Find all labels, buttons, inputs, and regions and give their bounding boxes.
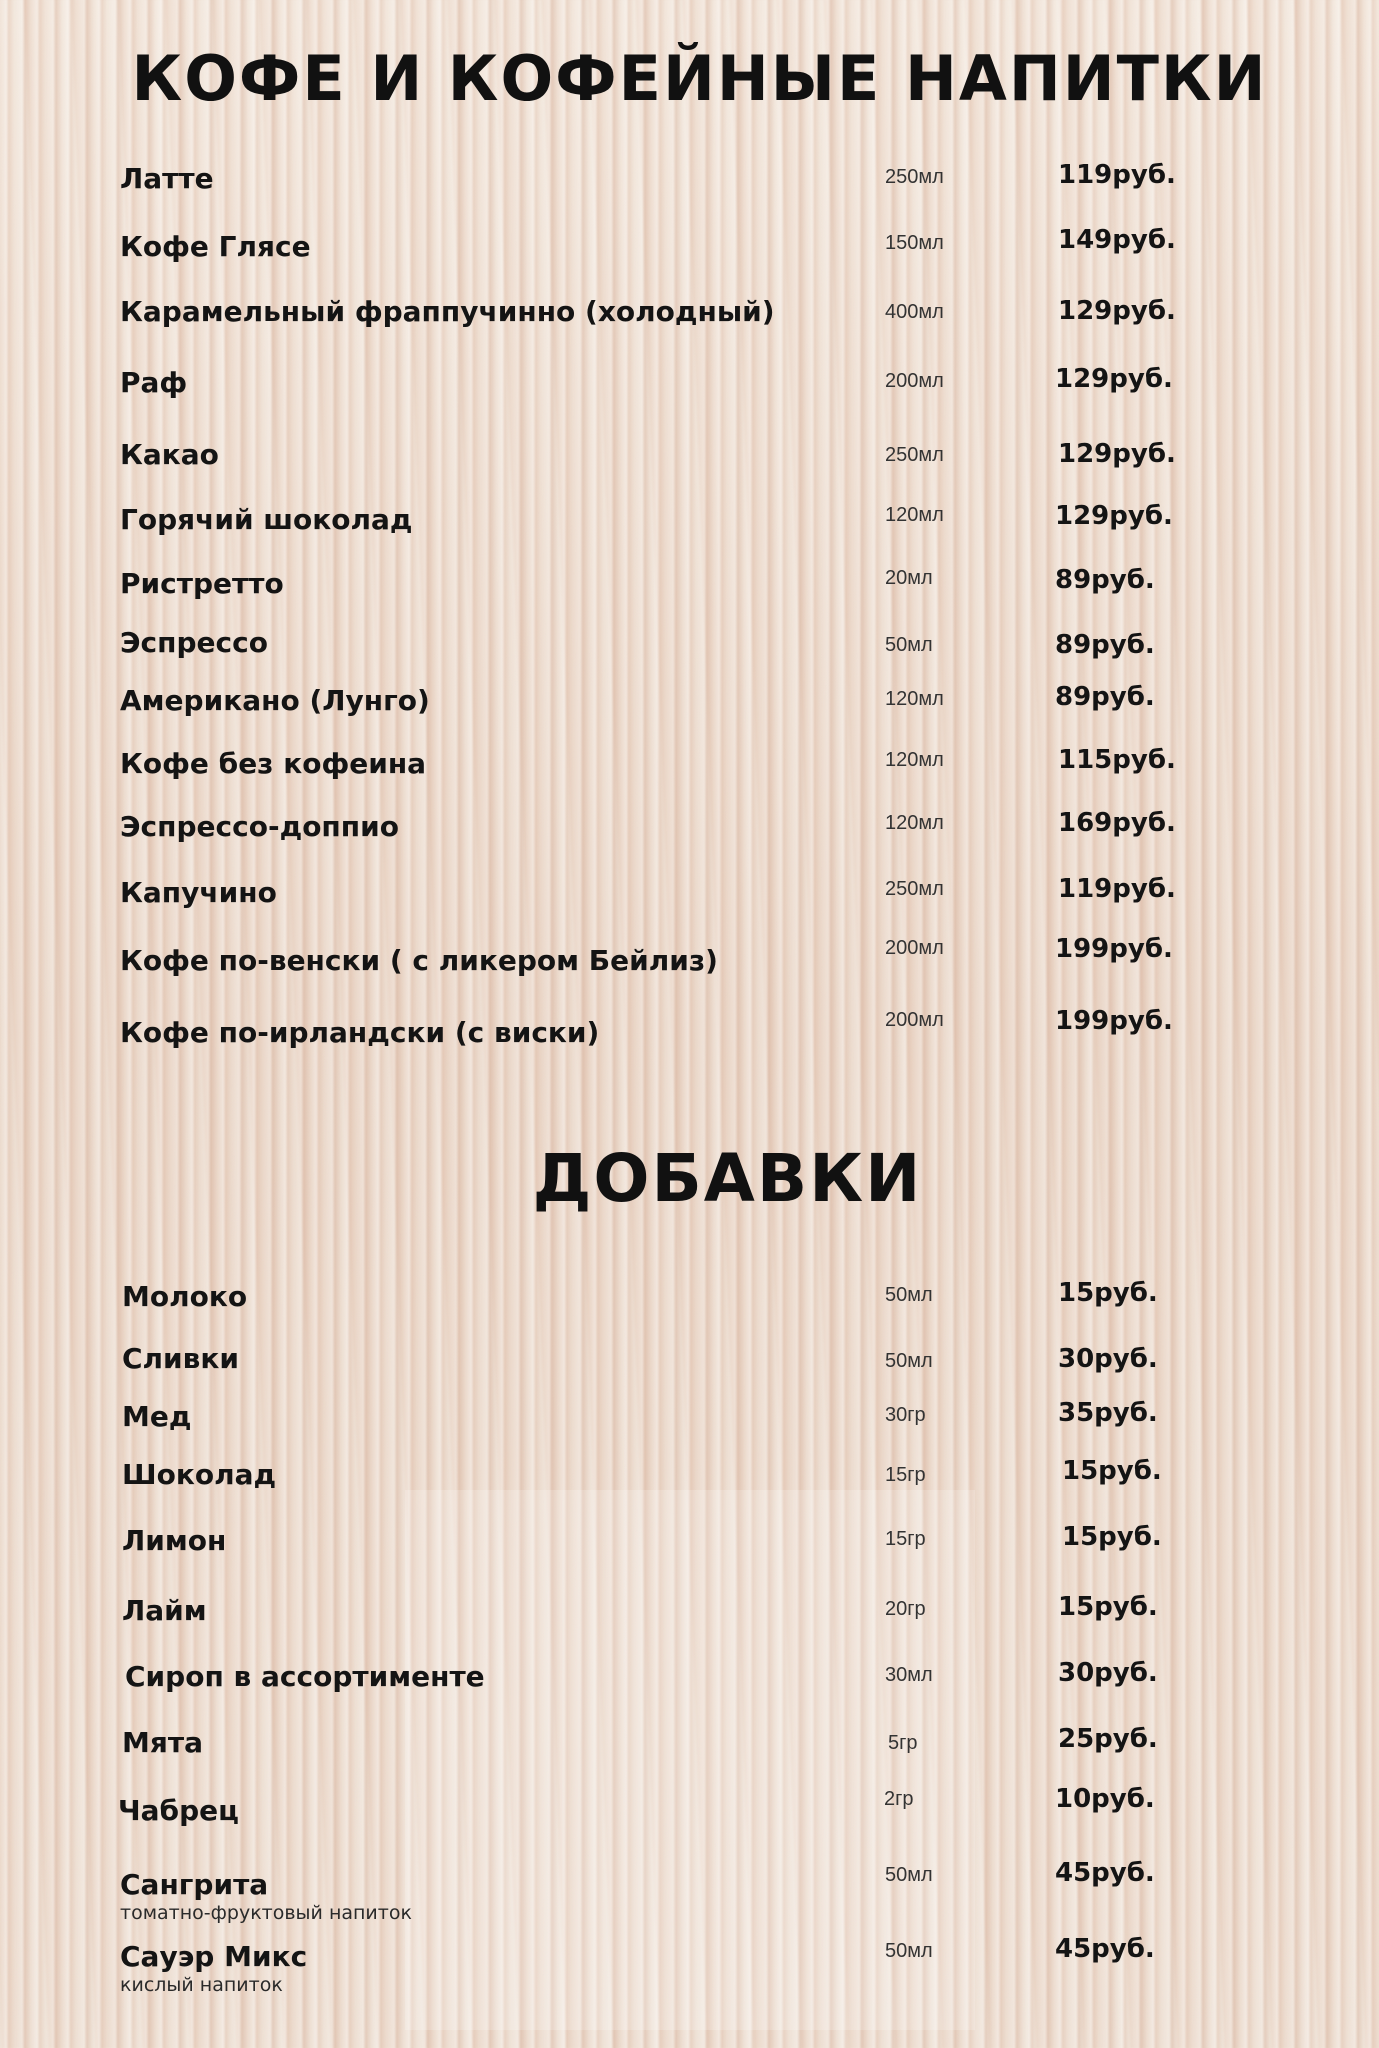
item-name: Раф (120, 366, 188, 399)
menu-item-row (0, 293, 1379, 343)
item-volume: 30мл (885, 1664, 933, 1686)
item-name: Сангрита (120, 1868, 269, 1901)
item-price: 10руб. (1055, 1784, 1155, 1814)
item-name: Горячий шоколад (120, 503, 413, 536)
item-price: 30руб. (1058, 1344, 1158, 1374)
item-name: Чабрец (118, 1794, 239, 1827)
item-name: Лимон (122, 1524, 227, 1557)
item-name: Кофе Глясе (120, 230, 311, 263)
item-name: Лайм (122, 1594, 207, 1627)
menu-item-row (0, 225, 1379, 278)
menu-item-row (0, 624, 1379, 674)
item-volume: 15гр (885, 1464, 926, 1486)
item-price: 89руб. (1055, 565, 1155, 595)
menu-item-row (0, 1934, 1379, 1996)
menu-item-row (0, 1280, 1379, 1330)
item-price: 149руб. (1058, 225, 1176, 255)
item-volume: 20гр (885, 1598, 926, 1620)
item-volume: 200мл (885, 370, 944, 392)
item-price: 15руб. (1062, 1522, 1162, 1552)
menu-item-row (0, 934, 1379, 990)
item-volume: 50мл (885, 1350, 933, 1372)
item-volume: 50мл (885, 1284, 933, 1306)
item-price: 45руб. (1055, 1858, 1155, 1888)
item-volume: 50мл (885, 1864, 933, 1886)
item-price: 89руб. (1055, 682, 1155, 712)
item-volume: 120мл (885, 688, 944, 710)
menu-item-row (0, 745, 1379, 795)
menu-item-row (0, 1660, 1379, 1710)
item-name: Латте (120, 162, 214, 195)
item-volume: 120мл (885, 812, 944, 834)
item-price: 169руб. (1058, 808, 1176, 838)
menu-item-row (0, 364, 1379, 414)
item-price: 30руб. (1058, 1658, 1158, 1688)
item-volume: 50мл (885, 1940, 933, 1962)
item-name: Американо (Лунго) (120, 684, 430, 717)
menu-item-row (0, 1400, 1379, 1450)
item-name: Шоколад (122, 1458, 277, 1491)
item-name: Сливки (122, 1342, 240, 1375)
item-volume: 120мл (885, 504, 944, 526)
coffee-section-title: КОФЕ И КОФЕЙНЫЕ НАПИТКИ (131, 42, 1268, 115)
item-name: Мята (122, 1726, 203, 1759)
item-price: 35руб. (1058, 1398, 1158, 1428)
item-price: 129руб. (1055, 501, 1173, 531)
item-name: Капучино (120, 876, 277, 909)
menu-item-row (0, 1342, 1379, 1392)
item-name: Кофе по-венски ( с ликером Бейлиз) (120, 944, 718, 977)
item-name: Сауэр Микс (120, 1940, 308, 1973)
item-volume: 250мл (885, 166, 944, 188)
item-price: 25руб. (1058, 1724, 1158, 1754)
item-name: Какао (120, 438, 219, 471)
menu-item-row (0, 682, 1379, 732)
item-name: Молоко (122, 1280, 248, 1313)
item-price: 199руб. (1055, 934, 1173, 964)
item-name: Карамельный фраппучинно (холодный) (120, 295, 775, 328)
item-name: Сироп в ассортименте (125, 1660, 485, 1693)
menu-item-row (0, 1594, 1379, 1644)
menu-item-row (0, 808, 1379, 858)
item-volume: 30гр (885, 1404, 926, 1426)
item-volume: 5гр (888, 1732, 918, 1754)
item-price: 15руб. (1058, 1278, 1158, 1308)
menu-item-row (0, 874, 1379, 924)
item-volume: 50мл (885, 634, 933, 656)
item-volume: 200мл (885, 1009, 944, 1031)
item-price: 199руб. (1055, 1006, 1173, 1036)
menu-item-row (0, 1458, 1379, 1508)
menu-item-row (0, 1858, 1379, 1924)
item-name: Мед (122, 1400, 192, 1433)
item-price: 89руб. (1055, 630, 1155, 660)
item-volume: 120мл (885, 749, 944, 771)
item-price: 115руб. (1058, 745, 1176, 775)
addons-section-title: ДОБАВКИ (532, 1140, 923, 1217)
item-price: 129руб. (1058, 296, 1176, 326)
item-note: кислый напиток (120, 1974, 283, 1996)
item-price: 45руб. (1055, 1934, 1155, 1964)
item-price: 15руб. (1062, 1456, 1162, 1486)
item-name: Кофе без кофеина (120, 747, 427, 780)
menu-item-row (0, 1784, 1379, 1844)
item-price: 119руб. (1058, 160, 1176, 190)
item-note: томатно-фруктовый напиток (120, 1902, 412, 1924)
item-volume: 400мл (885, 301, 944, 323)
item-price: 119руб. (1058, 874, 1176, 904)
menu-item-row (0, 1524, 1379, 1574)
menu-item-row (0, 1726, 1379, 1776)
menu-item-row (0, 160, 1379, 210)
item-volume: 250мл (885, 878, 944, 900)
item-volume: 250мл (885, 444, 944, 466)
item-price: 129руб. (1055, 364, 1173, 394)
item-volume: 150мл (885, 232, 944, 254)
item-price: 129руб. (1058, 439, 1176, 469)
menu-item-row (0, 501, 1379, 551)
item-volume: 15гр (885, 1528, 926, 1550)
item-name: Эспрессо-доппио (120, 810, 399, 843)
item-name: Кофе по-ирландски (с виски) (120, 1016, 600, 1049)
item-name: Эспрессо (120, 626, 268, 659)
item-volume: 200мл (885, 937, 944, 959)
item-volume: 2гр (884, 1788, 914, 1810)
item-price: 15руб. (1058, 1592, 1158, 1622)
menu-item-row (0, 436, 1379, 486)
item-name: Ристретто (120, 567, 284, 600)
item-volume: 20мл (885, 567, 933, 589)
menu-item-row (0, 1006, 1379, 1062)
menu-item-row (0, 565, 1379, 615)
